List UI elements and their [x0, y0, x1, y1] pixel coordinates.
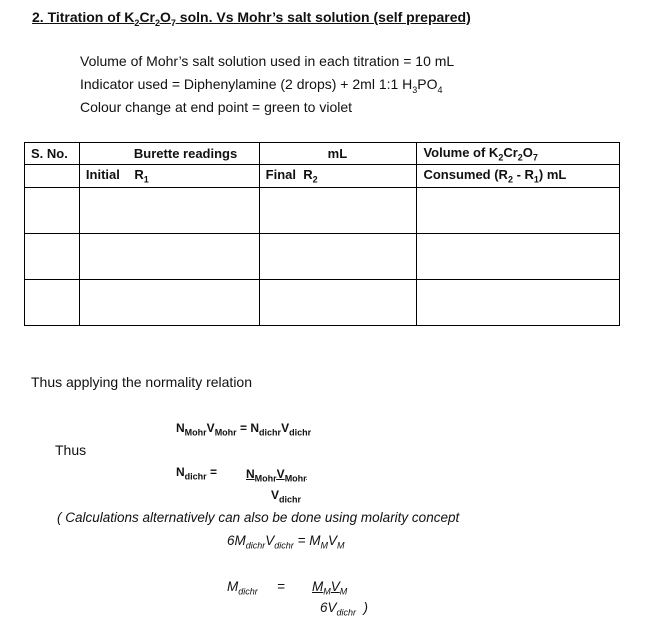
- table-row: [25, 187, 620, 233]
- table-cell[interactable]: [25, 279, 80, 325]
- final-header: Final $R_2$: [259, 165, 417, 187]
- readings-table: [24, 142, 620, 326]
- sno-header: S. No.: [25, 143, 80, 165]
- table-cell[interactable]: [25, 233, 80, 279]
- volume-line: Volume of Mohr’s salt solution used in each titration = 10 mL: [80, 53, 455, 69]
- m-dichr-equals: =: [277, 579, 285, 594]
- ml-header: mL: [259, 143, 417, 165]
- indicator-line: Indicator used = Diphenylamine (2 drops) + 2ml 1:1 $H_3PO_4$: [80, 76, 443, 95]
- n-dichr-lhs: $N_{dichr}$ =: [176, 465, 218, 482]
- table-cell[interactable]: [417, 187, 620, 233]
- table-cell[interactable]: [259, 187, 417, 233]
- alternative-note: ( Calculations alternatively can also be done using molarity concept: [57, 510, 460, 525]
- table-header-row: [25, 143, 620, 165]
- colour-change-line: Colour change at end point = green to violet: [80, 99, 353, 115]
- table-cell[interactable]: [79, 187, 259, 233]
- thus-applying-text: Thus applying the normality relation: [31, 374, 253, 390]
- n-dichr-numerator: $N_{Mohr}V_{Mohr}$: [246, 467, 307, 484]
- sno-empty-cell: [25, 165, 80, 187]
- volume-header: Volume of $K_2Cr_2O_7$: [417, 143, 620, 165]
- table-cell[interactable]: [259, 279, 417, 325]
- table-subheader-row: [25, 165, 620, 187]
- table-cell[interactable]: [79, 279, 259, 325]
- table-cell[interactable]: [417, 233, 620, 279]
- m-dichr-denominator: $6V_{dichr}$ ): [320, 600, 369, 618]
- section-title: 2. Titration of $K_2Cr_2O_7$ soln. Vs Mohr’s salt solution (self prepared): [32, 9, 471, 28]
- consumed-header: Consumed $(R_2 - R_1)$ mL: [417, 165, 620, 187]
- table-row: [25, 233, 620, 279]
- table-cell[interactable]: [79, 233, 259, 279]
- n-dichr-denominator: $V_{dichr}$: [271, 488, 302, 505]
- m-dichr-numerator: $M_MV_M$: [312, 579, 348, 597]
- initial-header: Initial $R_1$: [79, 165, 259, 187]
- thus-text: Thus: [55, 442, 87, 458]
- burette-header: Burette readings: [79, 143, 259, 165]
- table-row: [25, 279, 620, 325]
- table-cell[interactable]: [259, 233, 417, 279]
- molarity-relation: $6M_{dichr}V_{dichr} = M_MV_M$: [227, 533, 345, 551]
- normality-relation: $N_{Mohr}V_{Mohr} = N_{dichr}V_{dichr}$: [176, 421, 312, 438]
- m-dichr-lhs: $M_{dichr}$: [227, 579, 258, 597]
- table-cell[interactable]: [25, 187, 80, 233]
- table-cell[interactable]: [417, 279, 620, 325]
